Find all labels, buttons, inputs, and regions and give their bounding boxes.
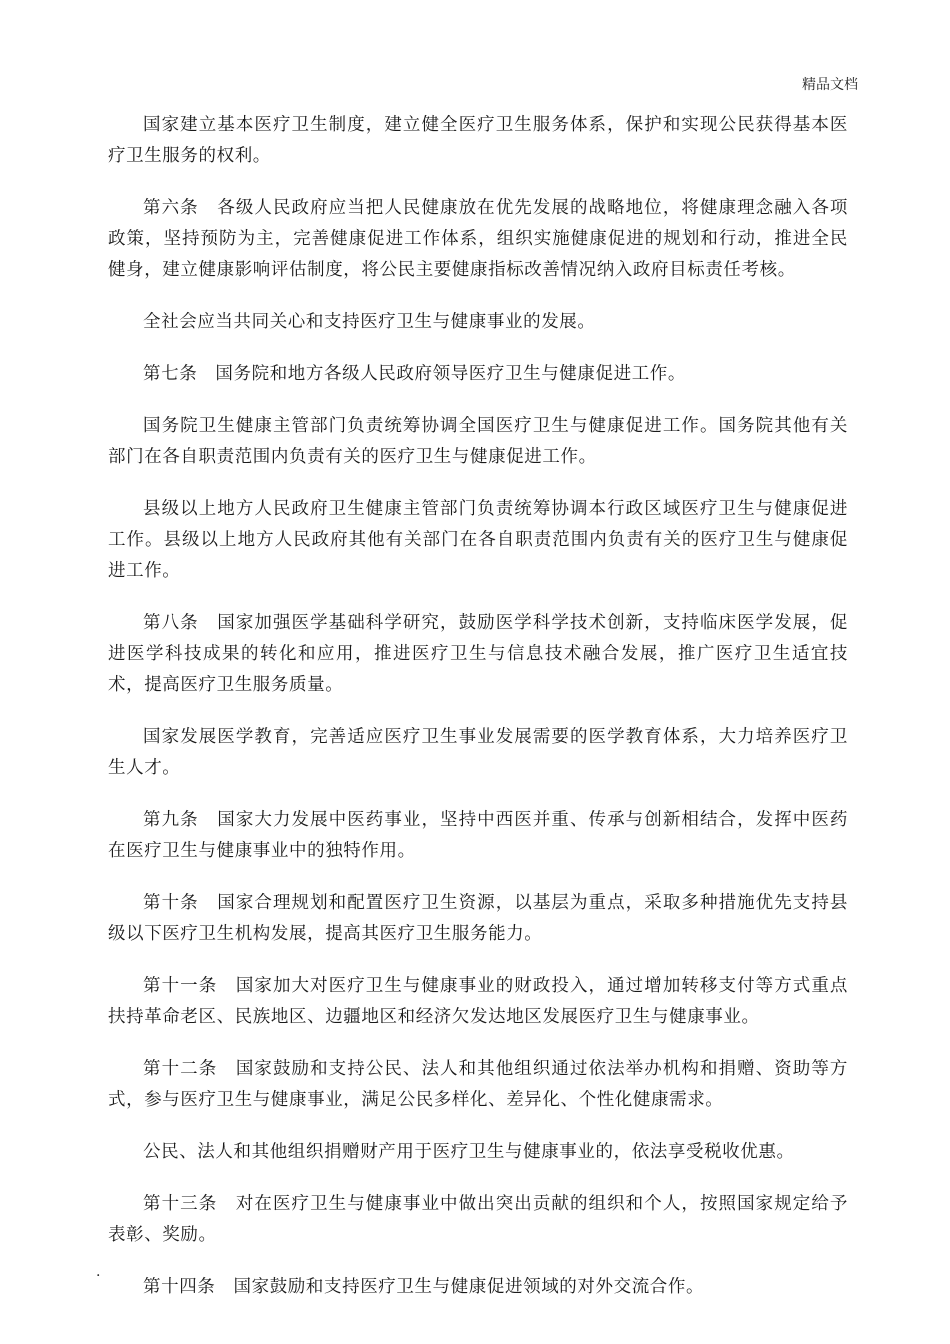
page-header-label: 精品文档 [802, 77, 858, 93]
paragraph: 第十一条 国家加大对医疗卫生与健康事业的财政投入，通过增加转移支付等方式重点扶持革命老区、民族地区、边疆地区和经济欠发达地区发展医疗卫生与健康事业。 [108, 976, 848, 1027]
paragraph: 第九条 国家大力发展中医药事业，坚持中西医并重、传承与创新相结合，发挥中医药在医疗卫生与健康事业中的独特作用。 [108, 810, 848, 861]
paragraph: 第八条 国家加强医学基础科学研究，鼓励医学科学技术创新，支持临床医学发展，促进医学科技成果的转化和应用，推进医疗卫生与信息技术融合发展，推广医疗卫生适宜技术，提高医疗卫生服务质量。 [108, 613, 848, 695]
paragraph: 县级以上地方人民政府卫生健康主管部门负责统筹协调本行政区域医疗卫生与健康促进工作。县级以上地方人民政府其他有关部门在各自职责范围内负责有关的医疗卫生与健康促进工作。 [108, 499, 848, 581]
paragraph: 国家建立基本医疗卫生制度，建立健全医疗卫生服务体系，保护和实现公民获得基本医疗卫生服务的权利。 [108, 115, 848, 166]
document-body [108, 110, 848, 1324]
paragraph: 全社会应当共同关心和支持医疗卫生与健康事业的发展。 [143, 312, 596, 332]
paragraph: 第六条 各级人民政府应当把人民健康放在优先发展的战略地位，将健康理念融入各项政策，坚持预防为主，完善健康促进工作体系，组织实施健康促进的规划和行动，推进全民健身，建立健康影响评估制度，将公民主要健康指标改善情况纳入政府目标责任考核。 [108, 198, 848, 280]
paragraph: 国家发展医学教育，完善适应医疗卫生事业发展需要的医学教育体系，大力培养医疗卫生人才。 [108, 727, 848, 778]
paragraph: 第七条 国务院和地方各级人民政府领导医疗卫生与健康促进工作。 [143, 364, 686, 384]
footer-mark: . [96, 1264, 101, 1280]
paragraph: 第十条 国家合理规划和配置医疗卫生资源，以基层为重点，采取多种措施优先支持县级以下医疗卫生机构发展，提高其医疗卫生服务能力。 [108, 893, 848, 944]
paragraph: 国务院卫生健康主管部门负责统筹协调全国医疗卫生与健康促进工作。国务院其他有关部门在各自职责范围内负责有关的医疗卫生与健康促进工作。 [108, 416, 848, 467]
paragraph: 第十二条 国家鼓励和支持公民、法人和其他组织通过依法举办机构和捐赠、资助等方式，参与医疗卫生与健康事业，满足公民多样化、差异化、个性化健康需求。 [108, 1059, 848, 1110]
paragraph: 第十三条 对在医疗卫生与健康事业中做出突出贡献的组织和个人，按照国家规定给予表彰、奖励。 [108, 1194, 848, 1245]
paragraph: 第十四条 国家鼓励和支持医疗卫生与健康促进领域的对外交流合作。 [143, 1277, 705, 1297]
paragraph: 公民、法人和其他组织捐赠财产用于医疗卫生与健康事业的，依法享受税收优惠。 [143, 1142, 795, 1162]
